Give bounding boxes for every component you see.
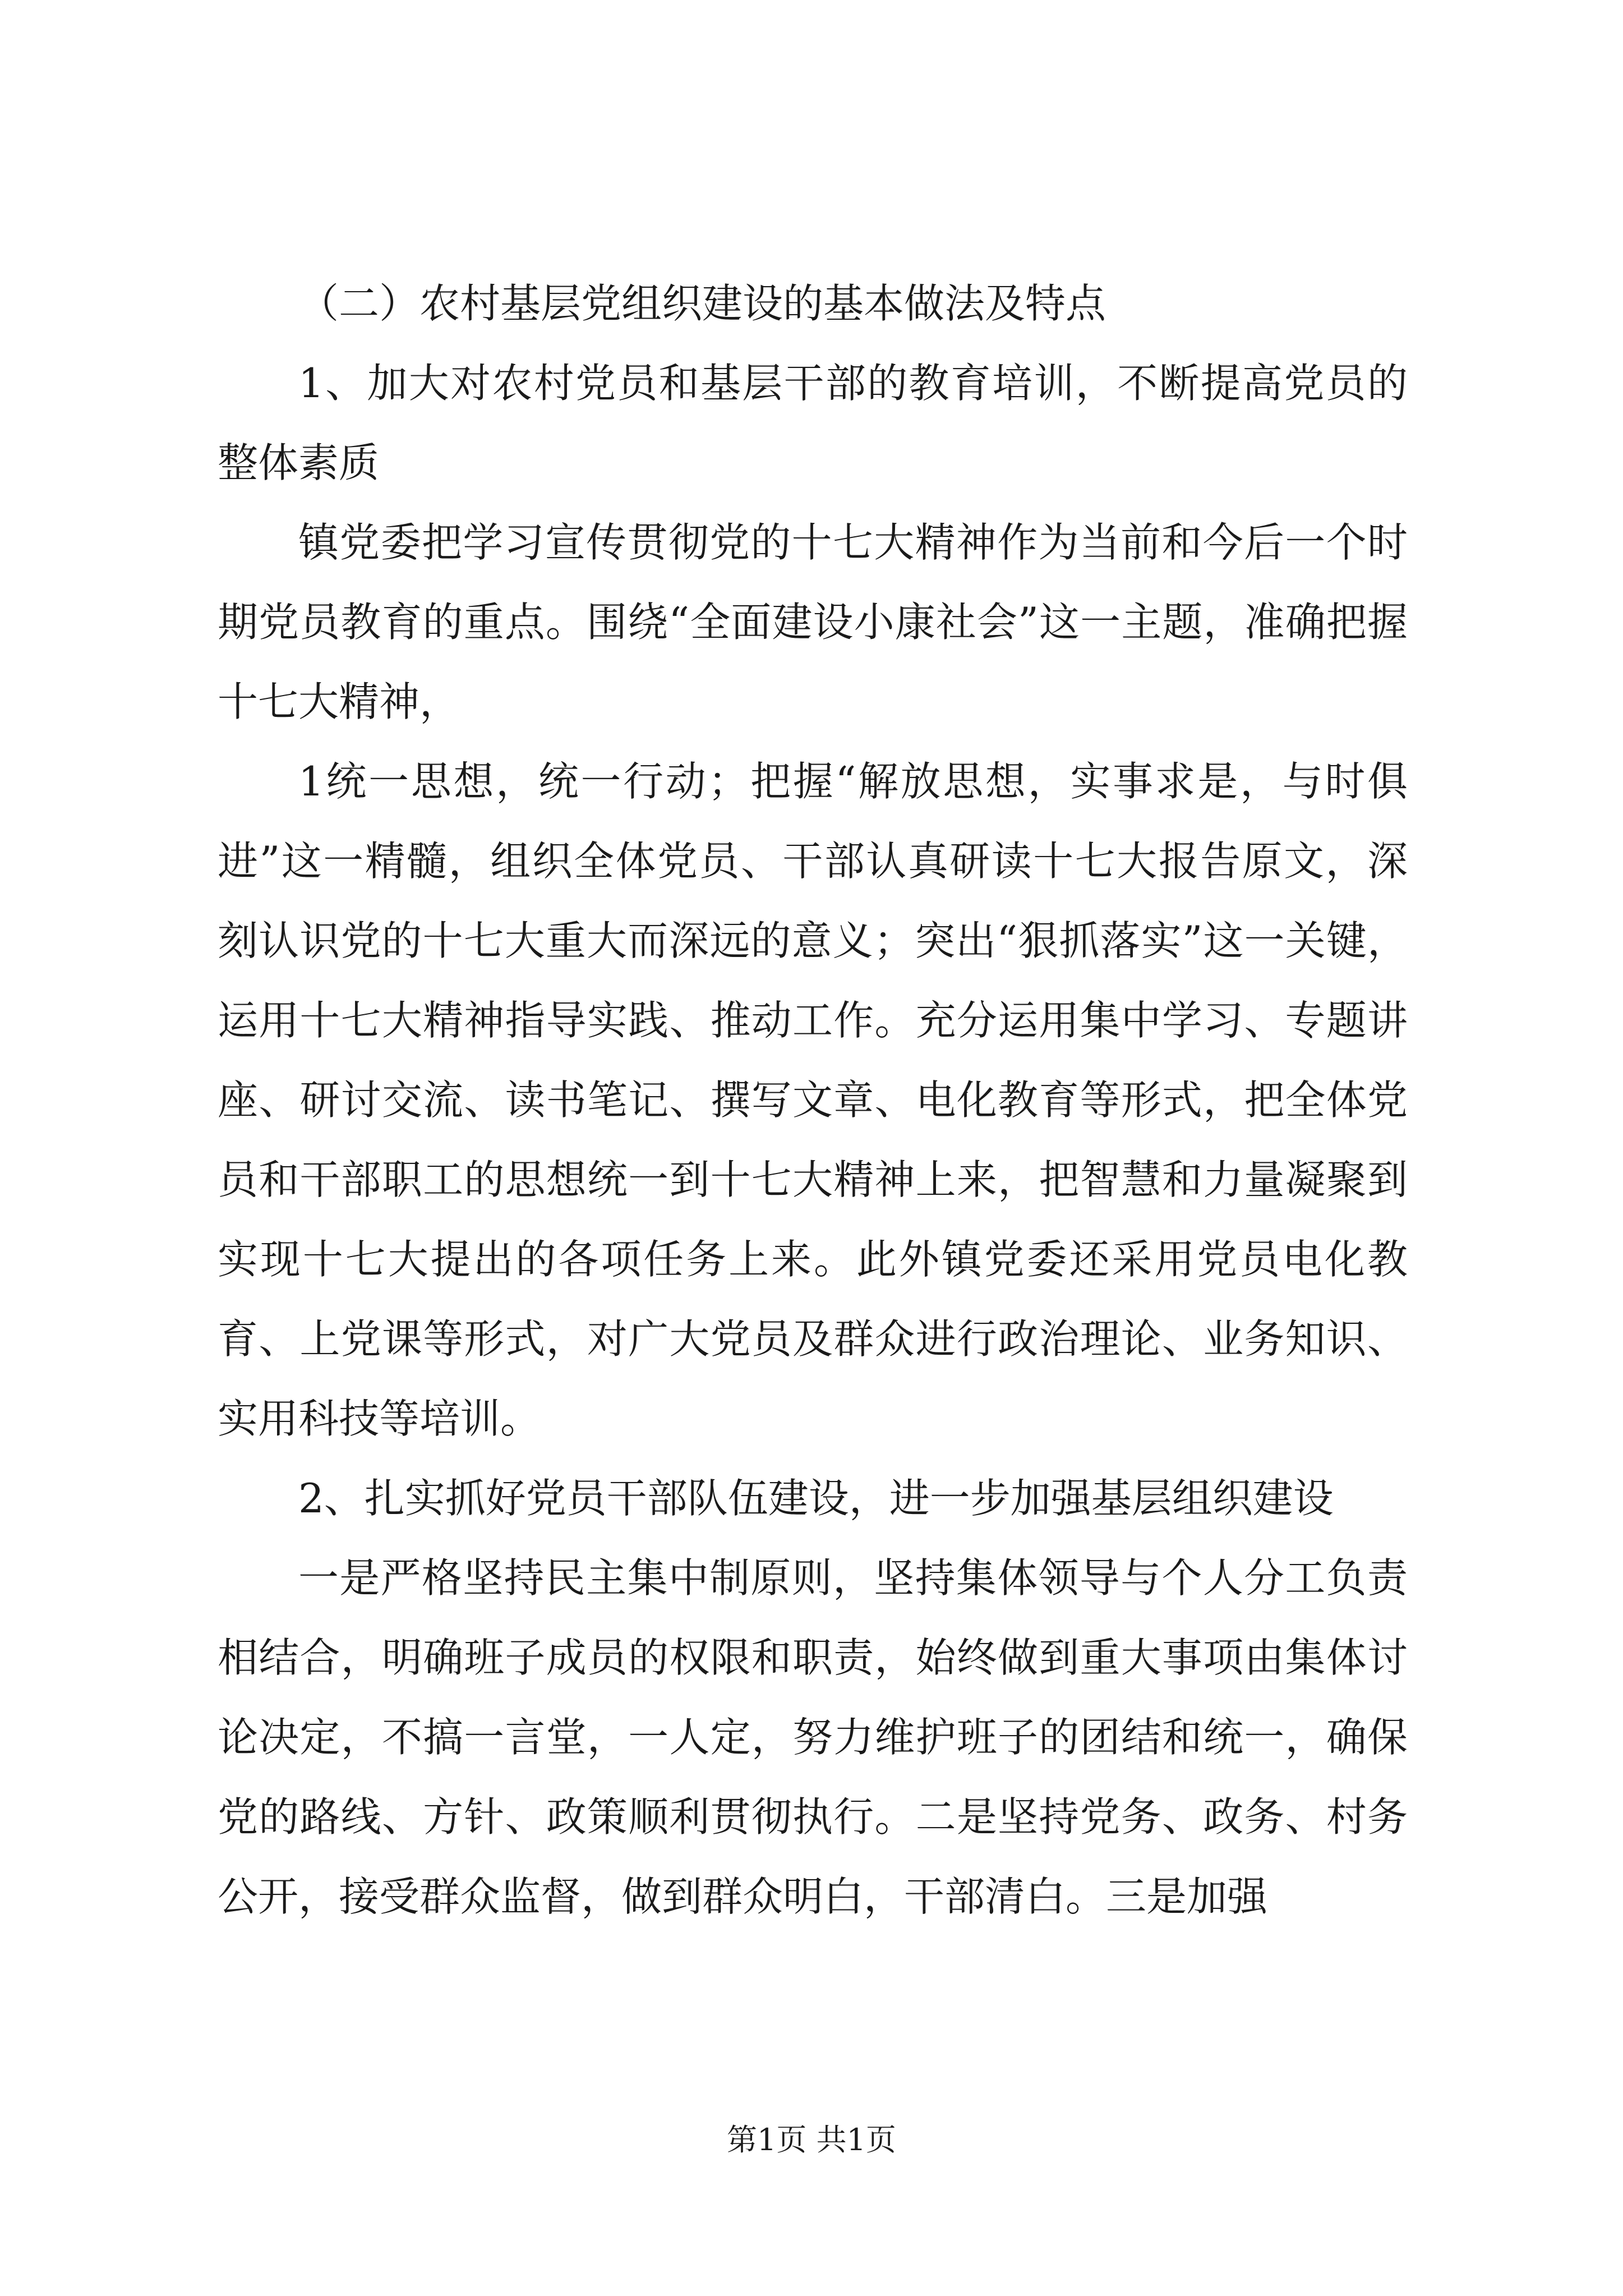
- document-body: [218, 264, 1408, 1936]
- paragraph-organization-building: 一是严格坚持民主集中制原则，坚持集体领导与个人分工负责相结合，明确班子成员的权限和职责，始终做到重大事项由集体讨论决定，不搞一言堂，一人定，努力维护班子的团结和统一，确保党的路线、方针、政策顺利贯彻执行。二是坚持党务、政务、村务公开，接受群众监督，做到群众明白，干部清白。三是加强: [218, 1554, 1408, 1920]
- item-heading-2: 2、扎实抓好党员干部队伍建设，进一步加强基层组织建设: [298, 1475, 1334, 1522]
- page-number-footer: 第1页 共1页: [727, 2122, 896, 2157]
- section-heading: （二）农村基层党组织建设的基本做法及特点: [298, 280, 1106, 327]
- paragraph-education-focus: 镇党委把学习宣传贯彻党的十七大精神作为当前和今后一个时期党员教育的重点。围绕“全面建设小康社会”这一主题，准确把握十七大精神，: [218, 519, 1408, 725]
- paragraph-unify-thought: 1统一思想，统一行动；把握“解放思想，实事求是，与时俱进”这一精髓，组织全体党员、干部认真研读十七大报告原文，深刻认识党的十七大重大而深远的意义；突出“狠抓落实”这一关键，运用十七大精神指导实践、推动工作。充分运用集中学习、专题讲座、研讨交流、读书笔记、撰写文章、电化教育等形式，把全体党员和干部职工的思想统一到十七大精神上来，把智慧和力量凝聚到实现十七大提出的各项任务上来。此外镇党委还采用党员电化教育、上党课等形式，对广大党员及群众进行政治理论、业务知识、实用科技等培训。: [218, 758, 1408, 1442]
- item-heading-1: 1、加大对农村党员和基层干部的教育培训，不断提高党员的整体素质: [218, 360, 1408, 486]
